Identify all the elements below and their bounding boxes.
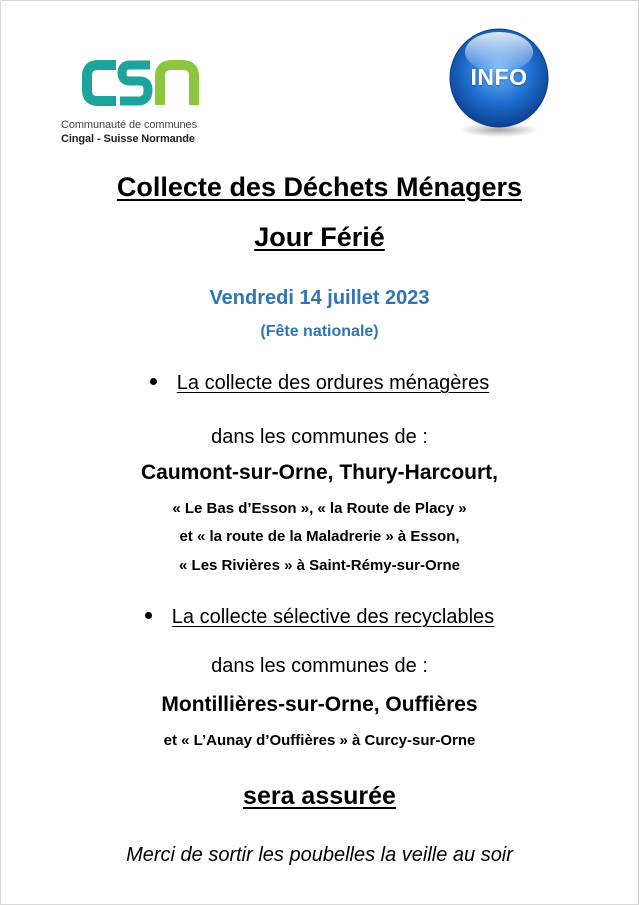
section1-detail: « Les Rivières » à Saint-Rémy-sur-Orne: [179, 557, 460, 574]
section1-detail: « Le Bas d’Esson », « la Route de Placy »: [172, 500, 467, 517]
section2-intro: dans les communes de :: [211, 655, 428, 677]
footer-reminder: Merci de sortir les poubelles la veille au soir: [126, 844, 513, 866]
logo-name: Cingal - Suisse Normande: [61, 133, 195, 145]
csn-logo-mark: [82, 56, 202, 110]
section1-communes: Caumont-sur-Orne, Thury-Harcourt,: [140, 461, 499, 484]
section2-communes: Montillières-sur-Orne, Ouffières: [161, 693, 478, 716]
title-line1: Collecte des Déchets Ménagers: [116, 172, 523, 202]
section1-detail: et « la route de la Maladrerie » à Esson,: [179, 528, 460, 545]
event-date: Vendredi 14 juillet 2023: [209, 287, 430, 309]
event-note: (Fête nationale): [260, 323, 379, 340]
title-line2: Jour Férié: [254, 222, 385, 252]
info-badge: [447, 26, 551, 138]
logo-subtitle: Communauté de communes: [61, 119, 197, 131]
section1-intro: dans les communes de :: [211, 426, 428, 448]
info-label: INFO: [470, 64, 528, 90]
section1-heading: [0, 372, 639, 395]
section1-bullet-text: La collecte des ordures ménagères: [176, 372, 490, 394]
section2-heading: [0, 606, 639, 629]
service-assured: sera assurée: [243, 782, 396, 810]
csn-logo: [60, 52, 220, 152]
bullet-icon: [145, 612, 152, 619]
section2-detail: et « L’Aunay d’Ouffières » à Curcy-sur-Orne: [163, 732, 476, 749]
section2-bullet-text: La collecte sélective des recyclables: [171, 606, 495, 628]
bullet-icon: [150, 378, 157, 385]
